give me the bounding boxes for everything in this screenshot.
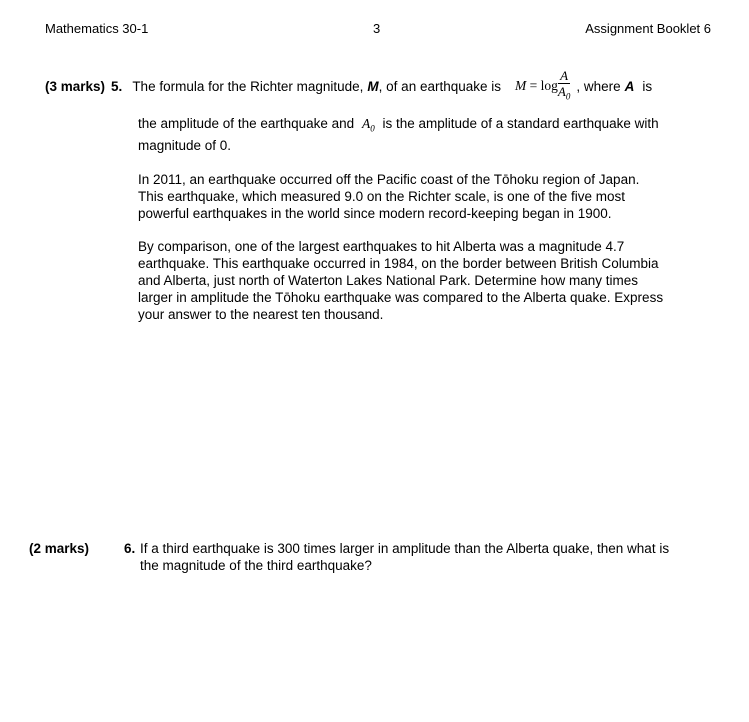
paragraph-line: earthquake. This earthquake occurred in 1984, on the border between British Columbia xyxy=(138,256,659,271)
formula-log: = log xyxy=(526,77,558,93)
q5-number: 5. xyxy=(111,78,123,94)
formula-den-sub: 0 xyxy=(565,91,571,102)
q5-marks: (3 marks) xyxy=(45,78,106,94)
a0-sub: 0 xyxy=(370,123,375,134)
q5-var-a: A xyxy=(624,78,635,94)
q6-line: If a third earthquake is 300 times larger in amplitude than the Alberta quake, then what is xyxy=(140,541,670,556)
q5-line2-b: is the amplitude of a standard earthquake with xyxy=(382,116,659,131)
q5-first-line xyxy=(45,68,725,104)
formula-fraction xyxy=(558,68,570,105)
q5-line-3: magnitude of 0. xyxy=(138,138,232,153)
paragraph-line: and Alberta, just north of Waterton Lakes National Park. Determine how many times xyxy=(138,273,638,288)
q5-paragraph-1 xyxy=(138,171,728,222)
richter-formula xyxy=(515,68,570,105)
a0-base: A xyxy=(361,116,371,131)
q5-var-m: M xyxy=(367,78,379,94)
q5-intro-tail: , of an earthquake is xyxy=(378,78,502,94)
q5-where: , where xyxy=(576,78,621,94)
paragraph-line: larger in amplitude the Tōhoku earthquake was compared to the Alberta quake. Express xyxy=(138,290,664,305)
paragraph-line: your answer to the nearest ten thousand. xyxy=(138,307,384,322)
q6-marks: (2 marks) xyxy=(29,541,90,556)
course-title: Mathematics 30-1 xyxy=(45,21,149,36)
q5-intro: The formula for the Richter magnitude, xyxy=(132,78,364,94)
paragraph-line: This earthquake, which measured 9.0 on the Richter scale, is one of the five most xyxy=(138,189,626,204)
q6-line: the magnitude of the third earthquake? xyxy=(140,558,372,573)
q5-line2-a0 xyxy=(361,116,375,134)
formula-den-base: A xyxy=(557,83,566,99)
formula-lhs: M xyxy=(515,77,527,93)
q6-number: 6. xyxy=(124,541,136,556)
q6-text xyxy=(140,540,740,574)
booklet-title: Assignment Booklet 6 xyxy=(585,21,711,36)
paragraph-line: In 2011, an earthquake occurred off the Pacific coast of the Tōhoku region of Japan. xyxy=(138,172,640,187)
paragraph-line: powerful earthquakes in the world since modern record-keeping began in 1900. xyxy=(138,206,612,221)
formula-denominator xyxy=(558,84,570,105)
q5-line-2 xyxy=(138,115,659,138)
q5-is: is xyxy=(642,78,653,94)
page-number: 3 xyxy=(373,21,381,36)
q5-paragraph-2 xyxy=(138,238,728,323)
q5-line2-a: the amplitude of the earthquake and xyxy=(138,116,355,131)
formula-numerator: A xyxy=(558,68,570,84)
paragraph-line: By comparison, one of the largest earthquakes to hit Alberta was a magnitude 4.7 xyxy=(138,239,625,254)
